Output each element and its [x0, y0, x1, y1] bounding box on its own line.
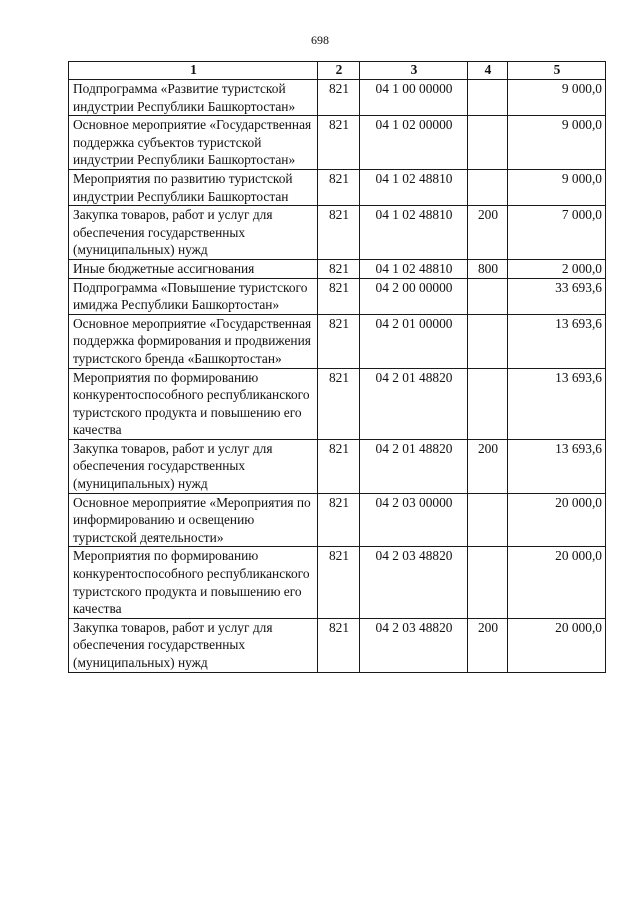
row-name: Подпрограмма «Развитие туристской индустрии Республики Башкортостан»	[69, 80, 318, 116]
row-amount: 20 000,0	[508, 493, 606, 547]
row-expense-type	[468, 80, 508, 116]
row-expense-type: 200	[468, 618, 508, 672]
row-target-code: 04 2 03 48820	[360, 547, 468, 618]
row-department-code: 821	[318, 259, 360, 278]
column-header-amount: 5	[508, 62, 606, 80]
row-department-code: 821	[318, 618, 360, 672]
table-row	[69, 278, 606, 314]
row-department-code: 821	[318, 547, 360, 618]
row-expense-type: 200	[468, 439, 508, 493]
column-header-department: 2	[318, 62, 360, 80]
row-expense-type: 800	[468, 259, 508, 278]
row-target-code: 04 1 00 00000	[360, 80, 468, 116]
column-header-expense-type: 4	[468, 62, 508, 80]
row-target-code: 04 1 02 00000	[360, 116, 468, 170]
row-amount: 20 000,0	[508, 547, 606, 618]
table-row	[69, 368, 606, 439]
row-department-code: 821	[318, 169, 360, 205]
row-name: Мероприятия по формированию конкурентоспособного республиканского туристского продукта и повышению его качества	[69, 368, 318, 439]
row-target-code: 04 1 02 48810	[360, 259, 468, 278]
row-department-code: 821	[318, 80, 360, 116]
row-amount: 13 693,6	[508, 368, 606, 439]
table-row	[69, 259, 606, 278]
row-amount: 13 693,6	[508, 439, 606, 493]
column-header-target-code: 3	[360, 62, 468, 80]
row-amount: 7 000,0	[508, 206, 606, 260]
table-row	[69, 493, 606, 547]
row-name: Основное мероприятие «Мероприятия по информированию и освещению туристской деятельности»	[69, 493, 318, 547]
page-number: 698	[311, 33, 329, 47]
row-name: Закупка товаров, работ и услуг для обеспечения государственных (муниципальных) нужд	[69, 439, 318, 493]
row-amount: 9 000,0	[508, 116, 606, 170]
row-name: Основное мероприятие «Государственная поддержка формирования и продвижения туристского бренда «Башкортостан»	[69, 314, 318, 368]
budget-table	[68, 61, 606, 673]
row-department-code: 821	[318, 116, 360, 170]
row-department-code: 821	[318, 368, 360, 439]
row-amount: 20 000,0	[508, 618, 606, 672]
row-name: Подпрограмма «Повышение туристского имиджа Республики Башкортостан»	[69, 278, 318, 314]
row-amount: 9 000,0	[508, 169, 606, 205]
table-row	[69, 439, 606, 493]
row-department-code: 821	[318, 439, 360, 493]
row-target-code: 04 1 02 48810	[360, 169, 468, 205]
row-department-code: 821	[318, 493, 360, 547]
row-target-code: 04 2 03 00000	[360, 493, 468, 547]
row-name: Закупка товаров, работ и услуг для обеспечения государственных (муниципальных) нужд	[69, 206, 318, 260]
row-target-code: 04 2 01 48820	[360, 439, 468, 493]
row-amount: 33 693,6	[508, 278, 606, 314]
table-row	[69, 547, 606, 618]
table-row	[69, 80, 606, 116]
table-header-row	[69, 62, 606, 80]
row-expense-type	[468, 368, 508, 439]
row-department-code: 821	[318, 314, 360, 368]
row-department-code: 821	[318, 278, 360, 314]
column-header-name: 1	[69, 62, 318, 80]
table-row	[69, 169, 606, 205]
row-amount: 9 000,0	[508, 80, 606, 116]
row-department-code: 821	[318, 206, 360, 260]
table-row	[69, 116, 606, 170]
row-target-code: 04 2 01 48820	[360, 368, 468, 439]
row-expense-type: 200	[468, 206, 508, 260]
table-row	[69, 206, 606, 260]
row-amount: 13 693,6	[508, 314, 606, 368]
row-expense-type	[468, 116, 508, 170]
row-target-code: 04 2 03 48820	[360, 618, 468, 672]
row-name: Мероприятия по формированию конкурентоспособного республиканского туристского продукта и повышению его качества	[69, 547, 318, 618]
row-target-code: 04 2 00 00000	[360, 278, 468, 314]
row-expense-type	[468, 314, 508, 368]
row-name: Закупка товаров, работ и услуг для обеспечения государственных (муниципальных) нужд	[69, 618, 318, 672]
row-expense-type	[468, 169, 508, 205]
table-row	[69, 618, 606, 672]
row-name: Основное мероприятие «Государственная поддержка субъектов туристской индустрии Республики Башкортостан»	[69, 116, 318, 170]
row-expense-type	[468, 547, 508, 618]
row-target-code: 04 1 02 48810	[360, 206, 468, 260]
row-name: Мероприятия по развитию туристской индустрии Республики Башкортостан	[69, 169, 318, 205]
row-name: Иные бюджетные ассигнования	[69, 259, 318, 278]
row-expense-type	[468, 278, 508, 314]
row-target-code: 04 2 01 00000	[360, 314, 468, 368]
table-row	[69, 314, 606, 368]
row-expense-type	[468, 493, 508, 547]
row-amount: 2 000,0	[508, 259, 606, 278]
